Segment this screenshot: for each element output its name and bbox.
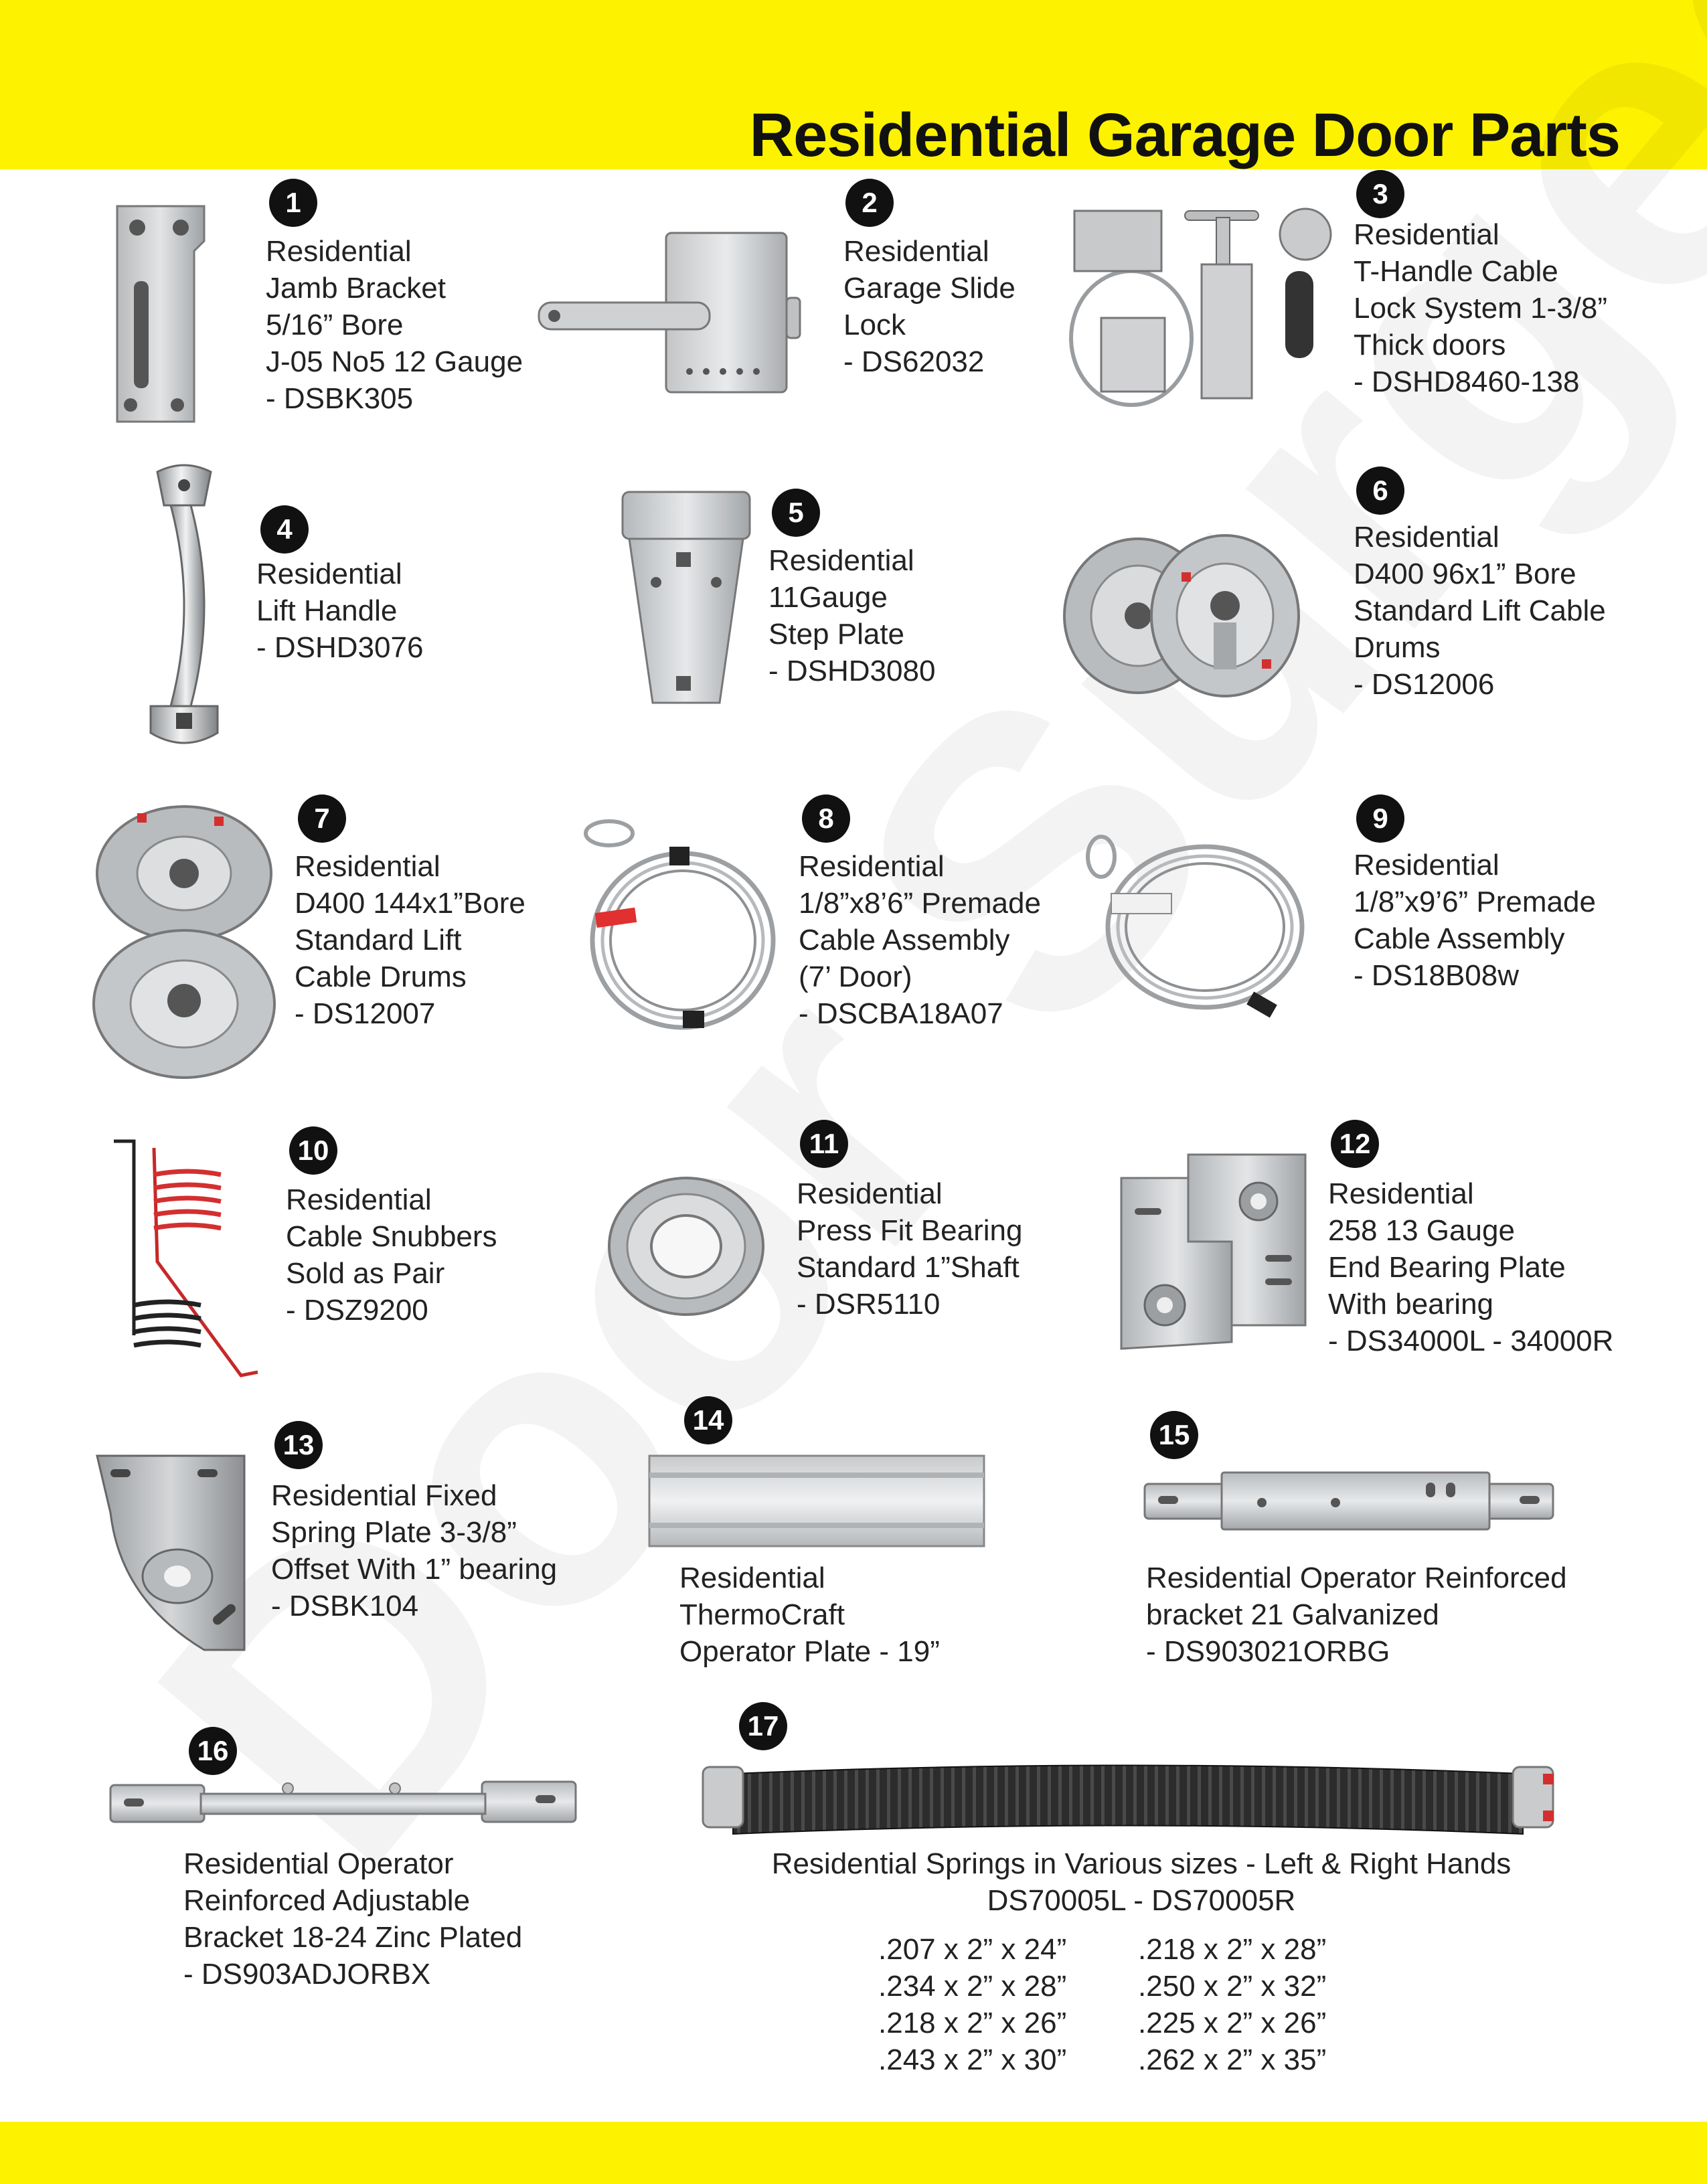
cable-coil-photo bbox=[582, 813, 783, 1037]
item-number-badge: 8 bbox=[802, 794, 850, 843]
cable-snubbers-photo bbox=[107, 1135, 261, 1379]
part-description: Residential 1/8”x8’6” Premade Cable Assembly (7’ Door) - DSCBA18A07 bbox=[799, 850, 1041, 1030]
adjustable-bracket-photo bbox=[107, 1775, 579, 1829]
item-number-badge: 15 bbox=[1150, 1411, 1198, 1459]
cable-drums-stacked-photo bbox=[90, 800, 278, 1084]
part-description: Residential Garage Slide Lock - DS62032 bbox=[843, 235, 1015, 378]
part-description: Residential Springs in Various sizes - Left & Right Hands DS70005L - DS70005R bbox=[771, 1847, 1512, 1917]
part-description: Residential 258 13 Gauge End Bearing Plate With bearing - DS34000L - 34000R bbox=[1328, 1177, 1614, 1357]
item-number-badge: 13 bbox=[274, 1421, 323, 1469]
step-plate-photo bbox=[619, 489, 753, 713]
item-number-badge: 1 bbox=[269, 179, 317, 227]
part-description: Residential Operator Reinforced bracket 21 Galvanized - DS903021ORBG bbox=[1146, 1562, 1567, 1668]
item-number-badge: 4 bbox=[260, 505, 309, 554]
item-number-badge: 11 bbox=[800, 1120, 848, 1168]
part-description: Residential D400 144x1”Bore Standard Lift Cable Drums - DS12007 bbox=[295, 850, 525, 1030]
part-description: Residential ThermoCraft Operator Plate - 19” bbox=[679, 1562, 940, 1668]
item-number-badge: 10 bbox=[289, 1126, 337, 1175]
item-number-badge: 5 bbox=[772, 489, 820, 537]
item-number-badge: 2 bbox=[845, 179, 894, 227]
end-bearing-plate-photo bbox=[1115, 1148, 1309, 1355]
operator-plate-photo bbox=[646, 1452, 987, 1549]
page-title: Residential Garage Door Parts bbox=[749, 101, 1620, 169]
item-number-badge: 14 bbox=[684, 1396, 732, 1444]
cable-drums-photo bbox=[1061, 529, 1302, 703]
item-number-badge: 9 bbox=[1356, 794, 1404, 843]
spring-plate-photo bbox=[94, 1452, 248, 1653]
part-description: Residential D400 96x1” Bore Standard Lift Cable Drums - DS12006 bbox=[1354, 521, 1606, 701]
operator-bracket-photo bbox=[1141, 1469, 1556, 1533]
part-description: Residential Lift Handle - DSHD3076 bbox=[256, 558, 424, 664]
bearing-photo bbox=[606, 1175, 766, 1319]
slide-lock-photo bbox=[536, 228, 803, 398]
part-description: Residential Fixed Spring Plate 3-3/8” Offset With 1” bearing - DSBK104 bbox=[271, 1479, 558, 1622]
item-number-badge: 6 bbox=[1356, 467, 1404, 515]
item-number-badge: 12 bbox=[1331, 1120, 1379, 1168]
spring-sizes-right: .218 x 2” x 28” .250 x 2” x 32” .225 x 2” x 26” .262 x 2” x 35” bbox=[1138, 1933, 1327, 2076]
item-number-badge: 16 bbox=[189, 1727, 237, 1775]
part-description: Residential 1/8”x9’6” Premade Cable Assembly - DS18B08w bbox=[1354, 849, 1596, 992]
part-description: Residential Press Fit Bearing Standard 1”Shaft - DSR5110 bbox=[797, 1177, 1023, 1321]
part-description: Residential Operator Reinforced Adjustable Bracket 18-24 Zinc Plated - DS903ADJORBX bbox=[183, 1847, 523, 1991]
part-description: Residential T-Handle Cable Lock System 1-3/8” Thick doors - DSHD8460-138 bbox=[1354, 218, 1608, 398]
jamb-bracket-photo bbox=[110, 201, 211, 428]
torsion-spring-photo bbox=[693, 1754, 1563, 1851]
part-description: Residential Cable Snubbers Sold as Pair - DSZ9200 bbox=[286, 1183, 497, 1327]
part-description: Residential 11Gauge Step Plate - DSHD3080 bbox=[768, 544, 936, 687]
lift-handle-photo bbox=[144, 458, 224, 753]
footer-band bbox=[0, 2122, 1707, 2184]
part-description: Residential Jamb Bracket 5/16” Bore J-05 No5 12 Gauge - DSBK305 bbox=[266, 235, 523, 415]
item-number-badge: 3 bbox=[1356, 170, 1404, 218]
item-number-badge: 17 bbox=[739, 1702, 787, 1750]
cable-coil-photo bbox=[1081, 833, 1309, 1031]
spring-sizes-left: .207 x 2” x 24” .234 x 2” x 28” .218 x 2” x 26” .243 x 2” x 30” bbox=[878, 1933, 1067, 2076]
t-handle-lock-photo bbox=[1068, 204, 1335, 418]
item-number-badge: 7 bbox=[298, 794, 346, 843]
